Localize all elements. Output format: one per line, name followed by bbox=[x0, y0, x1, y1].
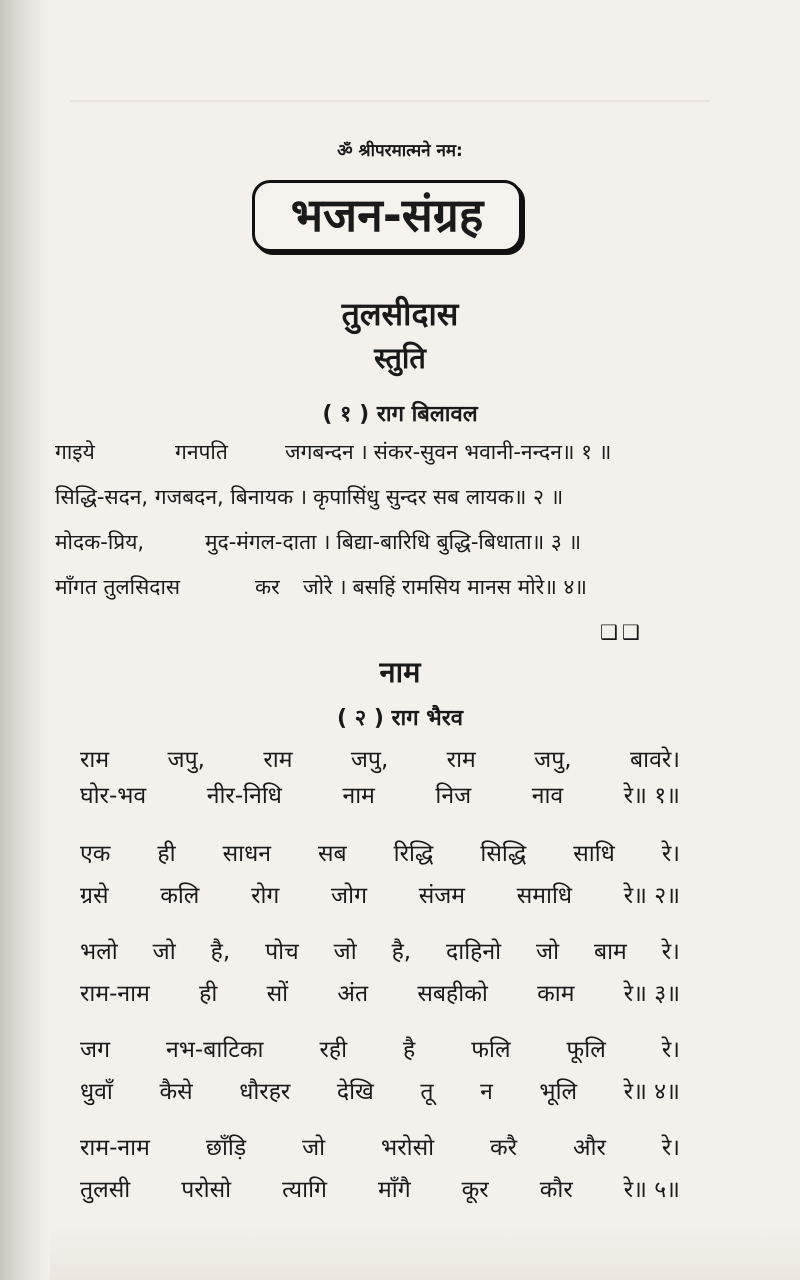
page-binding-edge bbox=[0, 0, 50, 1280]
bhajan-word: पोच bbox=[265, 939, 299, 965]
verse-2 bbox=[55, 477, 700, 517]
bhajan-word: है, bbox=[210, 939, 231, 965]
bhajan-word: जो bbox=[536, 939, 560, 965]
verse-4 bbox=[55, 567, 700, 607]
verse-word: जोरे bbox=[303, 575, 333, 599]
bhajan-word: कैसे bbox=[159, 1079, 193, 1105]
bhajan-word: एक bbox=[80, 841, 111, 867]
verse-word: माँगत तुलसिदास bbox=[55, 575, 181, 599]
bhajan-line-8 bbox=[80, 1070, 680, 1110]
bhajan-line-2 bbox=[80, 774, 680, 814]
raga-heading-bilaval: ( १ ) राग बिलावल bbox=[322, 402, 478, 427]
bhajan-word: जपु, bbox=[534, 747, 572, 773]
bhajan-word: फलि bbox=[471, 1037, 511, 1063]
section-heading-naam: नाम bbox=[379, 655, 421, 689]
bhajan-word: कलि bbox=[160, 883, 200, 909]
bhajan-word: जो bbox=[333, 939, 357, 965]
danda: । bbox=[359, 440, 368, 464]
bhajan-word: जपु, bbox=[350, 747, 389, 773]
invocation-line: ॐ श्रीपरमात्मने नम: bbox=[337, 141, 463, 161]
bhajan-word: ग्रसे bbox=[80, 883, 109, 909]
verse-word: गनपति bbox=[175, 440, 228, 464]
bhajan-word: तू bbox=[420, 1079, 434, 1105]
bhajan-word: राम-नाम bbox=[80, 981, 150, 1007]
bhajan-word: राम bbox=[263, 747, 293, 773]
bhajan-line-4 bbox=[80, 874, 680, 914]
verse-word: कर bbox=[255, 575, 280, 599]
bhajan-word: देखि bbox=[336, 1079, 374, 1105]
bhajan-word: राम-नाम bbox=[80, 1135, 150, 1161]
bhajan-word: नाव bbox=[531, 783, 564, 809]
bhajan-word: राम bbox=[80, 747, 110, 773]
bhajan-word: छाँड़ि bbox=[205, 1135, 247, 1161]
bhajan-word: भलो bbox=[80, 939, 118, 965]
bhajan-word: जोग bbox=[331, 883, 368, 909]
bhajan-word: सबहीको bbox=[417, 981, 488, 1007]
bhajan-word: राम bbox=[446, 747, 476, 773]
bhajan-line-5 bbox=[80, 930, 680, 970]
bhajan-word: कौर bbox=[539, 1177, 573, 1203]
verse-second-half: संकर-सुवन भवानी-नन्दन॥ १ ॥ bbox=[373, 440, 612, 464]
bhajan-word: रे। bbox=[661, 1135, 680, 1161]
bhajan-word: निज bbox=[435, 783, 472, 809]
bhajan-word: सिद्धि bbox=[480, 841, 527, 867]
section-heading-stuti: स्तुति bbox=[374, 341, 426, 375]
verse-1 bbox=[55, 432, 700, 472]
bhajan-word: रे॥ ३॥ bbox=[623, 981, 680, 1007]
bhajan-word: भूलि bbox=[539, 1079, 578, 1105]
bhajan-line-3 bbox=[80, 832, 680, 872]
verse-3 bbox=[55, 522, 700, 562]
bhajan-word: रे। bbox=[661, 939, 680, 965]
danda: । bbox=[322, 530, 331, 554]
bhajan-word: घोर-भव bbox=[80, 783, 147, 809]
bhajan-word: नभ-बाटिका bbox=[166, 1037, 264, 1063]
bhajan-word: जो bbox=[152, 939, 176, 965]
bhajan-word: सब bbox=[317, 841, 347, 867]
bhajan-word: काम bbox=[537, 981, 575, 1007]
bhajan-word: धौरहर bbox=[239, 1079, 291, 1105]
section-end-ornament: ❑❑ bbox=[600, 620, 644, 644]
raga-heading-bhairav: ( २ ) राग भैरव bbox=[337, 706, 463, 731]
bhajan-word: रही bbox=[319, 1037, 348, 1063]
verse-second-half: बिद्या-बारिधि बुद्धि-बिधाता॥ ३ ॥ bbox=[336, 530, 582, 554]
bhajan-word: भरोसो bbox=[381, 1135, 435, 1161]
bhajan-word: बावरे। bbox=[629, 747, 680, 773]
bhajan-word: नीर-निधि bbox=[206, 783, 282, 809]
bhajan-word: साधन bbox=[222, 841, 271, 867]
bhajan-word: फूलि bbox=[566, 1037, 606, 1063]
bhajan-word: नाम bbox=[342, 783, 375, 809]
bhajan-word: ही bbox=[157, 841, 176, 867]
danda: । bbox=[299, 485, 308, 509]
bhajan-word: संजम bbox=[418, 883, 466, 909]
page-bottom-shading bbox=[50, 1220, 800, 1280]
bhajan-word: रे॥ १॥ bbox=[623, 783, 680, 809]
bhajan-word: है, bbox=[391, 939, 412, 965]
bhajan-word: रे॥ २॥ bbox=[623, 883, 680, 909]
bhajan-word: धुवाँ bbox=[80, 1079, 113, 1105]
bhajan-word: है bbox=[403, 1037, 416, 1063]
bhajan-word: जो bbox=[302, 1135, 326, 1161]
bhajan-word: त्यागि bbox=[282, 1177, 327, 1203]
verse-first-half: सिद्धि-सदन, गजबदन, बिनायक bbox=[55, 485, 294, 509]
bhajan-word: ही bbox=[199, 981, 218, 1007]
bhajan-line-7 bbox=[80, 1028, 680, 1068]
book-page bbox=[55, 0, 745, 1280]
bhajan-word: रिद्धि bbox=[393, 841, 434, 867]
verse-word: मुद-मंगल-दाता bbox=[205, 530, 317, 554]
bhajan-word: अंत bbox=[337, 981, 369, 1007]
bhajan-word: माँगै bbox=[377, 1177, 411, 1203]
page-title: भजन-संग्रह bbox=[252, 180, 522, 252]
bhajan-word: समाधि bbox=[516, 883, 573, 909]
verse-word: मोदक-प्रिय, bbox=[55, 530, 145, 554]
bhajan-word: रे। bbox=[661, 1037, 680, 1063]
bhajan-word: परोसो bbox=[181, 1177, 232, 1203]
bhajan-word: सों bbox=[266, 981, 289, 1007]
bhajan-line-6 bbox=[80, 972, 680, 1012]
bhajan-line-10 bbox=[80, 1168, 680, 1208]
bhajan-word: साधि bbox=[573, 841, 615, 867]
bhajan-word: रोग bbox=[251, 883, 280, 909]
verse-second-half: बसहिं रामसिय मानस मोरे॥ ४॥ bbox=[352, 575, 587, 599]
bhajan-line-9 bbox=[80, 1126, 680, 1166]
poet-name: तुलसीदास bbox=[341, 295, 459, 333]
bhajan-word: रे॥ ४॥ bbox=[623, 1079, 680, 1105]
bhajan-word: कूर bbox=[461, 1177, 489, 1203]
verse-second-half: कृपासिंधु सुन्दर सब लायक॥ २ ॥ bbox=[313, 485, 564, 509]
bhajan-word: जग bbox=[80, 1037, 111, 1063]
bhajan-word: बाम bbox=[593, 939, 627, 965]
danda: । bbox=[338, 575, 347, 599]
bhajan-word: न bbox=[480, 1079, 493, 1105]
bhajan-line-1 bbox=[80, 738, 680, 778]
bhajan-word: और bbox=[573, 1135, 606, 1161]
bhajan-word: करै bbox=[490, 1135, 518, 1161]
bhajan-word: रे। bbox=[661, 841, 680, 867]
verse-word: जगबन्दन bbox=[285, 440, 354, 464]
bhajan-word: तुलसी bbox=[80, 1177, 131, 1203]
bhajan-word: दाहिनो bbox=[446, 939, 502, 965]
bhajan-word: रे॥ ५॥ bbox=[623, 1177, 680, 1203]
bhajan-word: जपु, bbox=[167, 747, 205, 773]
verse-word: गाइये bbox=[55, 440, 95, 464]
